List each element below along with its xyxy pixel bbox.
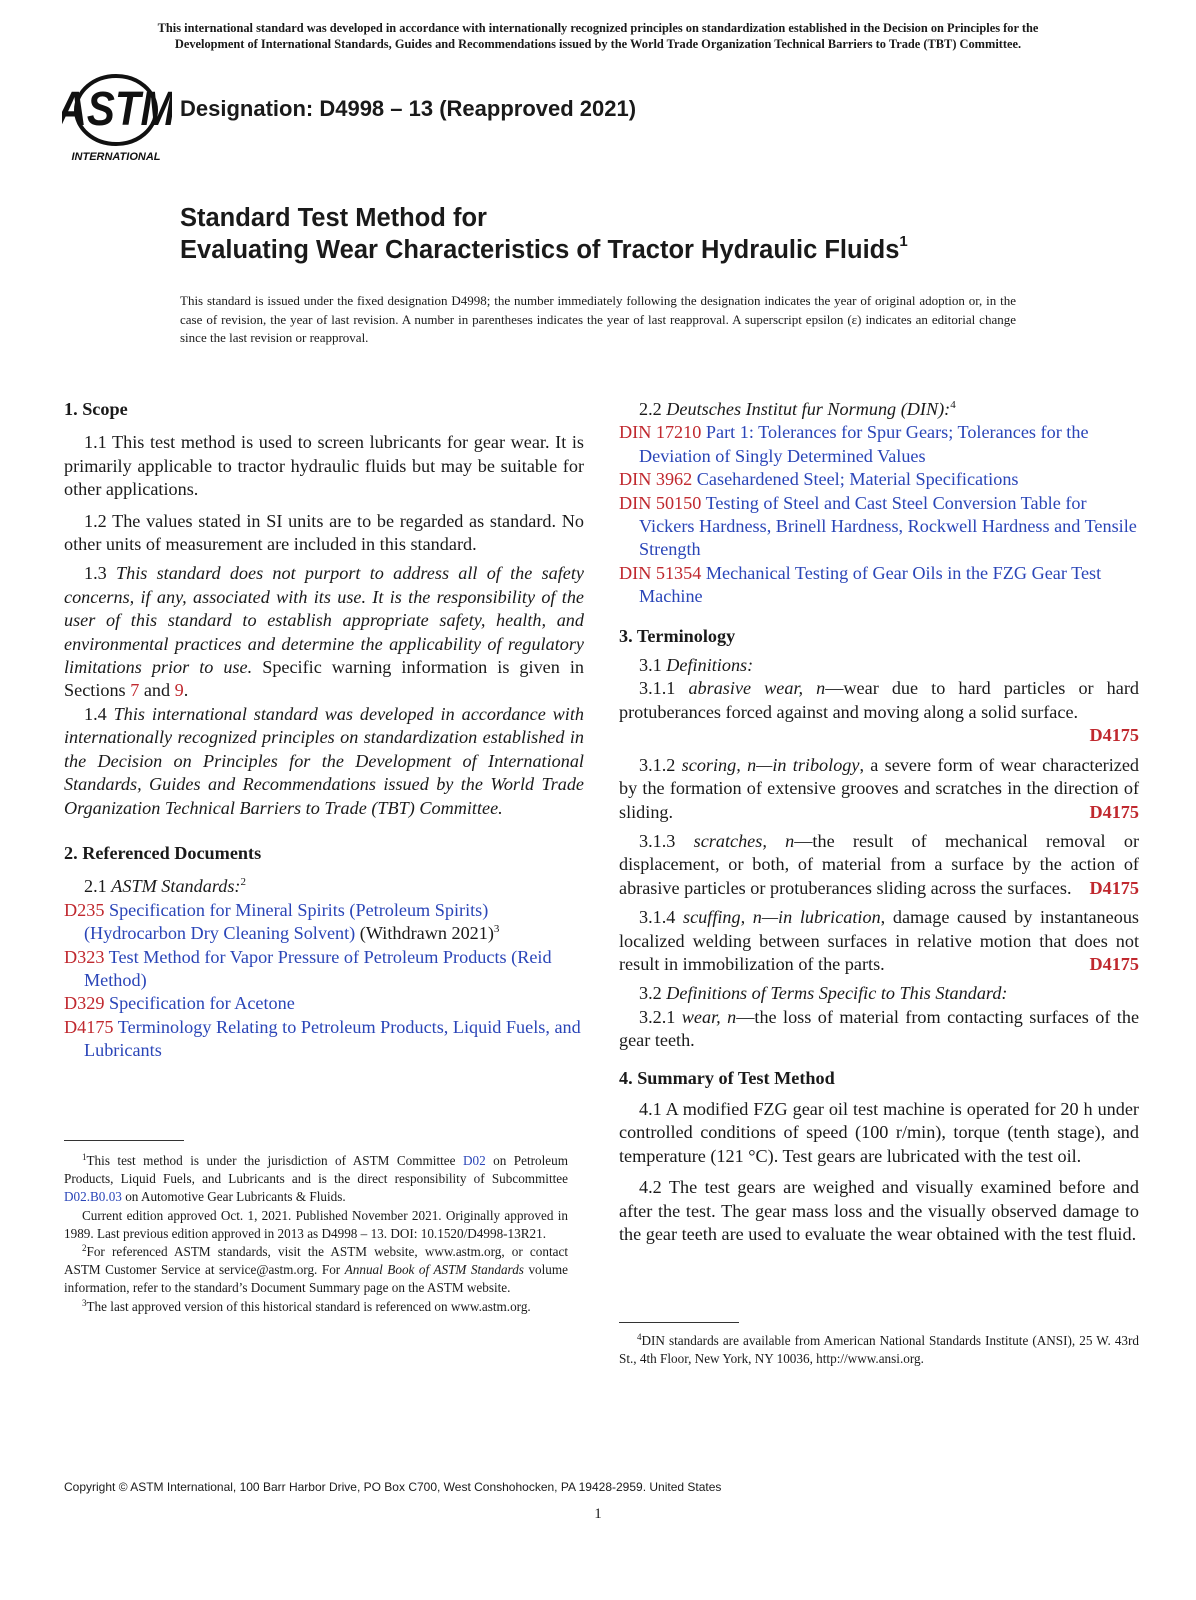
term-scoring-ref[interactable]: D4175 [1089, 801, 1139, 822]
footnote-rule-right [619, 1322, 739, 1323]
astm-logo-icon [62, 72, 172, 164]
designation: Designation: D4998 – 13 (Reapproved 2021) [180, 96, 637, 121]
term-scuffing-ref[interactable]: D4175 [1089, 953, 1139, 974]
para-1-4: 1.4 This international standard was developed in accordance with internationally recognized principles on standardization established in the Decision on Principles for the Development of International Standards, Guides and Recommendations issued by the World Trade Organization Technical Barriers to Trade (TBT) Committee. [64, 703, 585, 818]
copyright: Copyright © ASTM International, 100 Barr Harbor Drive, PO Box C700, West Conshohocken, PA 19428-2959. United States [64, 1480, 722, 1494]
term-wear: 3.2.1 wear, n—the loss of material from contacting surfaces of the gear teeth. [619, 1006, 1140, 1051]
para-4-1: 4.1 A modified FZG gear oil test machine is operated for 20 h under controlled conditions of speed (100 r/min), torque (tenth stage), and temperature (121 °C). Test gears are lubricated with the test oil. [619, 1098, 1139, 1166]
term-scratches-ref[interactable]: D4175 [1089, 877, 1139, 898]
para-3-1: 3.1 Definitions: [639, 655, 754, 676]
top-notice-line2: Development of International Standards, Guides and Recommendations issued by the World Trade Organization Technical Barriers to Trade (TBT) Committee. [174, 37, 1022, 51]
title-footnote-mark: 1 [899, 233, 908, 250]
para-3-2: 3.2 Definitions of Terms Specific to This Standard: [639, 983, 1008, 1004]
footnote-3: $^3$The last approved version of this historical standard is referenced on www.astm.org. [82, 1297, 531, 1314]
footnote-2: $^2$For referenced ASTM standards, visit the ASTM website, www.astm.org, or contact ASTM Customer Service at service@astm.org. For Annual Book of ASTM Standards volume information, refer to the standard’s Document Summary page on the ASTM website. [64, 1243, 569, 1296]
term-abrasive-wear-ref[interactable]: D4175 [1089, 725, 1139, 746]
ref-din-3962[interactable]: DIN 3962 Casehardened Steel; Material Specifications [619, 469, 1019, 490]
para-4-2: 4.2 The test gears are weighed and visually examined before and after the test. The gear mass loss and the visually observed damage to the gear teeth are used to evaluate the wear obtained with the test fluid. [619, 1177, 1139, 1244]
committee-d02-link[interactable]: D02 [462, 1153, 486, 1168]
logo-text: ASTM [62, 81, 172, 136]
title-line2: Evaluating Wear Characteristics of Tractor Hydraulic Fluids [180, 236, 900, 264]
footnote-1: $^1$This test method is under the jurisdiction of ASTM Committee D02 on Petroleum Products, Liquid Fuels, and Lubricants and is the direct responsibility of Subcommittee D02.B0.03 on Automotive Gear Lubricants & Fluids. [64, 1152, 568, 1205]
terminology-heading: 3. Terminology [619, 625, 736, 646]
astm-logo [62, 72, 172, 164]
summary-heading: 4. Summary of Test Method [619, 1067, 835, 1088]
footnote-1-edition: Current edition approved Oct. 1, 2021. Published November 2021. Originally approved in 1989. Last previous edition approved in 2013 as D4998 – 13. DOI: 10.1520/D4998-13R21. [64, 1207, 568, 1241]
right-column [619, 398, 1139, 1246]
para-1-3: 1.3 This standard does not purport to address all of the safety concerns, if any, associated with its use. It is the responsibility of the user of this standard to establish appropriate safety, health, and environmental practices and determine the applicability of regulatory limitations prior to use. Specific warning information is given in Sections 7 and 9. [64, 563, 584, 701]
section-7-link[interactable]: 7 [130, 680, 140, 701]
para-2-1: 2.1 ASTM Standards:$^2$ [84, 876, 246, 897]
ref-d4175[interactable]: D4175 Terminology Relating to Petroleum Products, Liquid Fuels, and Lubricants [64, 1016, 581, 1061]
footnote-4: $^4$DIN standards are available from American National Standards Institute (ANSI), 25 W. 43rd St., 4th Floor, New York, NY 10036, http://www.ansi.org. [619, 1332, 1139, 1367]
footnotes-right [619, 1332, 1139, 1368]
title-line1: Standard Test Method for [180, 204, 487, 232]
term-scratches: 3.1.3 scratches, n—the result of mechanical removal or displacement, or both, of material from a surface by the action of abrasive particles or protuberances sliding across the surfaces. [619, 830, 1140, 898]
page-title [180, 202, 908, 266]
page-number: 1 [594, 1506, 602, 1522]
top-notice [60, 20, 1136, 52]
term-scuffing: 3.1.4 scuffing, n—in lubrication, damage caused by instantaneous localized welding between surfaces in relative motion that does not result in immobilization of the parts. [619, 907, 1139, 974]
ref-d323[interactable]: D323 Test Method for Vapor Pressure of Petroleum Products (Reid Method) [64, 946, 552, 990]
logo-subtext: INTERNATIONAL [71, 151, 161, 163]
ref-d329[interactable]: D329 Specification for Acetone [64, 993, 295, 1014]
para-2-2: 2.2 Deutsches Institut fur Normung (DIN):$^4$ [639, 399, 956, 419]
left-column [64, 398, 584, 1063]
referenced-heading: 2. Referenced Documents [64, 842, 262, 863]
scope-heading: 1. Scope [64, 399, 128, 419]
standard-note: This standard is issued under the fixed designation D4998; the number immediately following the designation indicates the year of original adoption or, in the case of revision, the year of last revision. A number in parentheses indicates the year of last reapproval. A superscript epsilon (ε) indicates an editorial change since the last revision or reapproval. [180, 293, 1016, 346]
top-notice-line1: This international standard was developed in accordance with internationally recognized principles on standardization established in the Decision on Principles for the [157, 21, 1039, 35]
para-1-2: 1.2 The values stated in SI units are to be regarded as standard. No other units of measurement are included in this standard. [64, 510, 584, 555]
para-1-1: 1.1 This test method is used to screen lubricants for gear wear. It is primarily applicable to tractor hydraulic fluids but may be suitable for other applications. [64, 432, 584, 500]
footnotes-left [64, 1152, 568, 1316]
ref-din-50150[interactable]: DIN 50150 Testing of Steel and Cast Steel Conversion Table for Vickers Hardness, Brinell Hardness, Rockwell Hardness and Tensile Strength [619, 492, 1137, 560]
term-scoring: 3.1.2 scoring, n—in tribology, a severe form of wear characterized by the formation of extensive grooves and scratches in the direction of sliding. [619, 754, 1139, 822]
section-9-link[interactable]: 9 [174, 680, 184, 701]
ref-din-17210[interactable]: DIN 17210 Part 1: Tolerances for Spur Gears; Tolerances for the Deviation of Singly Determined Values [619, 422, 1089, 466]
subcommittee-link[interactable]: D02.B0.03 [64, 1189, 122, 1205]
footnote-rule-left [64, 1140, 184, 1141]
ref-d235[interactable]: D235 Specification for Mineral Spirits (Petroleum Spirits) (Hydrocarbon Dry Cleaning Solvent) (Withdrawn 2021)$^3$ [64, 899, 500, 944]
term-abrasive-wear: 3.1.1 abrasive wear, n—wear due to hard particles or hard protuberances forced against and moving along a solid surface. [619, 678, 1139, 722]
ref-din-51354[interactable]: DIN 51354 Mechanical Testing of Gear Oils in the FZG Gear Test Machine [619, 562, 1102, 607]
